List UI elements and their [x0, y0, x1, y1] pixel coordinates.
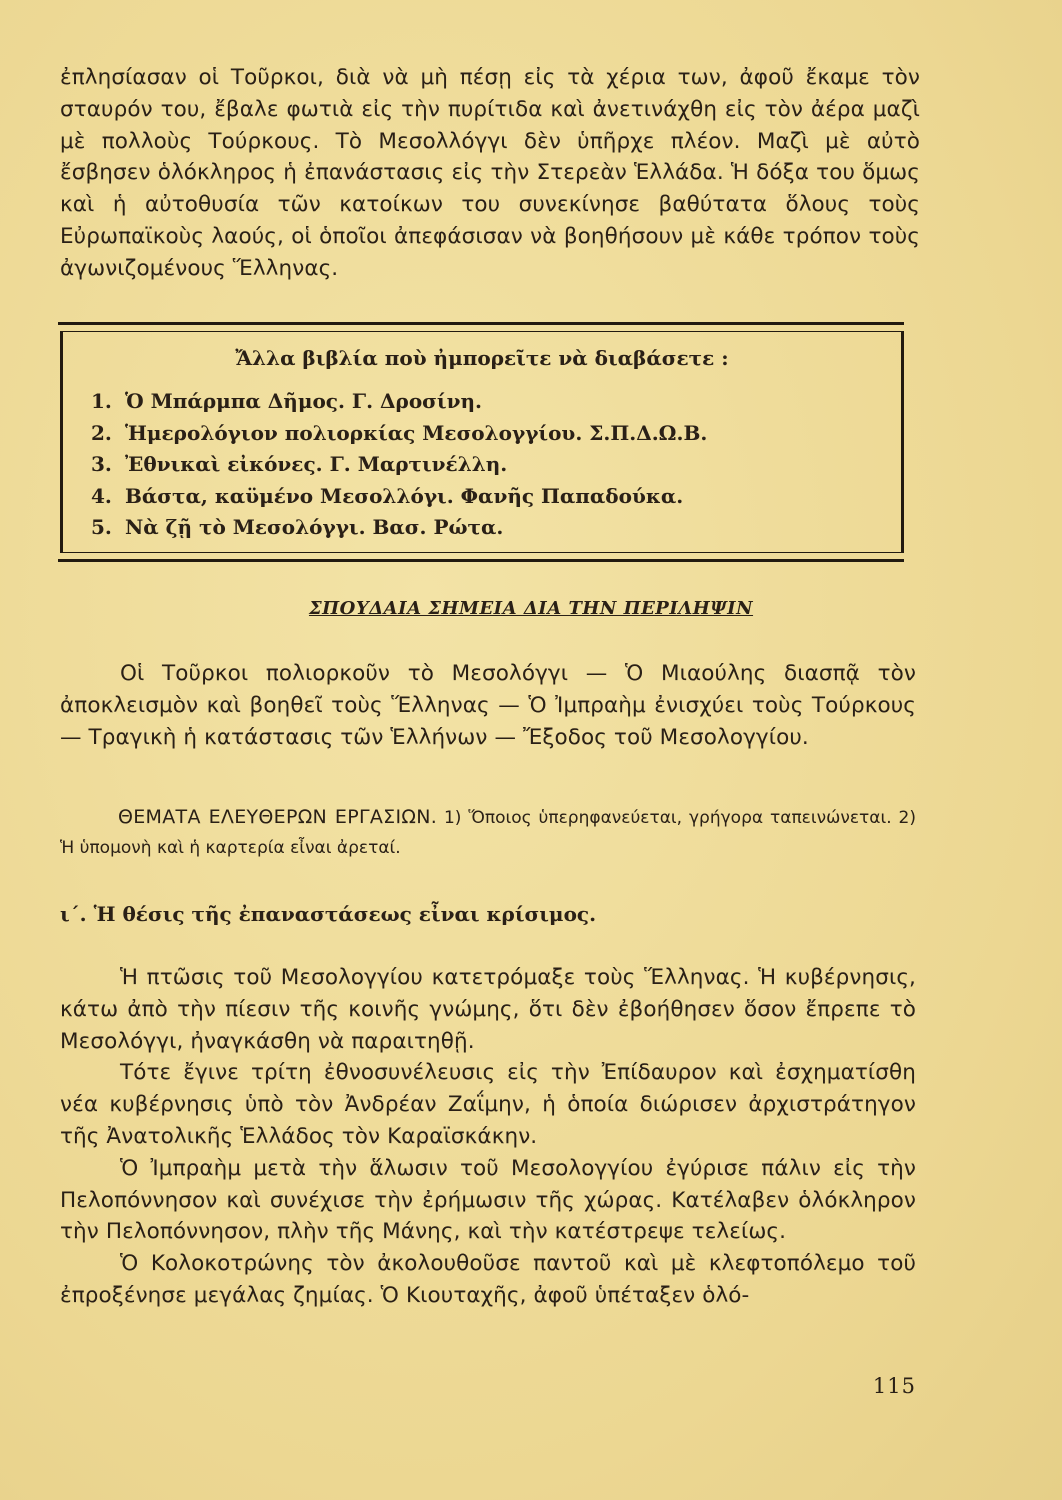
intro-text-block	[60, 62, 920, 285]
summary-block	[60, 658, 916, 753]
page-number: 115	[872, 1374, 916, 1398]
book-number: 1.	[91, 389, 112, 413]
book-title: Νὰ ζῇ τὸ Μεσολόγγι. Βασ. Ρώτα.	[125, 515, 504, 539]
chapter-paragraph: Ὁ Ἰμπραὴμ μετὰ τὴν ἅλωσιν τοῦ Μεσολογγίου ἐγύρισε πάλιν εἰς τὴν Πελοπόννησον καὶ συνέχισε τὴν ἐρήμωσιν τῆς χώρας. Κατέλαβεν ὁλόκληρον τὴν Πελοπόννησον, πλὴν τῆς Μάνης, καὶ τὴν κατέστρεψε τελείως.	[60, 1155, 916, 1245]
summary-text: Οἱ Τοῦρκοι πολιορκοῦν τὸ Μεσολόγγι — Ὁ Μιαούλης διασπᾷ τὸν ἀποκλεισμὸν καὶ βοηθεῖ τοὺς Ἕλληνας — Ὁ Ἰμπραὴμ ἐνισχύει τοὺς Τούρκους — Τραγικὴ ἡ κατάστασις τῶν Ἑλλήνων — Ἔξοδος τοῦ Μεσολογγίου.	[60, 661, 916, 750]
chapter-heading: ι΄. Ἡ θέσις τῆς ἐπαναστάσεως εἶναι κρίσιμος.	[60, 902, 597, 926]
themes-block	[60, 802, 916, 863]
book-number: 5.	[91, 515, 112, 539]
summary-heading: ΣΠΟΥΔΑΙΑ ΣΗΜΕΙΑ ΔΙΑ ΤΗΝ ΠΕΡΙΛΗΨΙΝ	[308, 598, 754, 619]
book-item	[91, 449, 707, 481]
further-reading-box	[58, 322, 904, 562]
book-title: Ἐθνικαὶ εἰκόνες. Γ. Μαρτινέλλη.	[125, 452, 508, 476]
book-title: Ἡμερολόγιον πολιορκίας Μεσολογγίου. Σ.Π.Δ.Ω.Β.	[125, 420, 708, 445]
further-reading-frame	[60, 331, 904, 553]
chapter-paragraph: Τότε ἔγινε τρίτη ἐθνοσυνέλευσις εἰς τὴν Ἐπίδαυρον καὶ ἐσχηματίσθη νέα κυβέρνησις ὑπὸ τὸν Ἀνδρέαν Ζαΐμην, ἡ ὁποία διώρισεν ἀρχιστράτηγον τῆς Ἀνατολικῆς Ἑλλάδος τὸν Καραϊσκάκην.	[60, 1060, 916, 1149]
book-item	[91, 418, 707, 450]
book-number: 3.	[91, 452, 112, 476]
book-item	[91, 481, 707, 513]
chapter-paragraph: Ὁ Κολοκοτρώνης τὸν ἀκολουθοῦσε παντοῦ καὶ μὲ κλεφτοπόλεμο τοῦ ἐπροξένησε μεγάλας ζημίας. Ὁ Κιουταχῆς, ἀφοῦ ὑπέταξεν ὁλό-	[60, 1251, 916, 1308]
book-item	[91, 386, 707, 418]
further-reading-title: Ἄλλα βιβλία ποὺ ἠμπορεῖτε νὰ διαβάσετε :	[235, 346, 729, 370]
book-title: Ὁ Μπάρμπα Δῆμος. Γ. Δροσίνη.	[125, 389, 482, 413]
chapter-body	[60, 962, 916, 1312]
book-title: Βάστα, καϋμένο Μεσολλόγι. Φανῆς Παπαδούκα.	[125, 483, 684, 508]
further-reading-list	[91, 386, 707, 544]
chapter-paragraph: Ἡ πτῶσις τοῦ Μεσολογγίου κατετρόμαξε τοὺς Ἕλληνας. Ἡ κυβέρνησις, κάτω ἀπὸ τὴν πίεσιν τῆς κοινῆς γνώμης, ὅτι δὲν ἐβοήθησεν ὅσον ἔπρεπε τὸ Μεσολόγγι, ἠναγκάσθη νὰ παραιτηθῇ.	[60, 965, 916, 1054]
book-number: 2.	[91, 420, 112, 445]
book-item	[91, 512, 707, 544]
book-number: 4.	[91, 483, 112, 508]
themes-lead: ΘΕΜΑΤΑ ΕΛΕΥΘΕΡΩΝ ΕΡΓΑΣΙΩΝ.	[118, 806, 438, 828]
themes-text: 1) Ὅποιος ὑπερηφανεύεται, γρήγορα ταπεινώνεται. 2) Ἡ ὑπομονὴ καὶ ἡ καρτερία εἶναι ἀρεταί.	[60, 808, 916, 858]
intro-paragraph: ἐπλησίασαν οἱ Τοῦρκοι, διὰ νὰ μὴ πέσῃ εἰς τὰ χέρια των, ἀφοῦ ἔκαμε τὸν σταυρόν του, ἔβαλε φωτιὰ εἰς τὴν πυρίτιδα καὶ ἀνετινάχθη εἰς τὸν ἀέρα μαζὶ μὲ πολλοὺς Τούρκους. Τὸ Μεσολλόγγι δὲν ὑπῆρχε πλέον. Μαζὶ μὲ αὐτὸ ἔσβησεν ὁλόκληρος ἡ ἐπανάστασις εἰς τὴν Στερεὰν Ἑλλάδα. Ἡ δόξα του ὅμως καὶ ἡ αὐτοθυσία τῶν κατοίκων του συνεκίνησε βαθύτατα ὅλους τοὺς Εὐρωπαϊκοὺς λαούς, οἱ ὁποῖοι ἀπεφάσισαν νὰ βοηθήσουν μὲ κάθε τρόπον τοὺς ἀγωνιζομένους Ἕλληνας.	[60, 65, 920, 281]
